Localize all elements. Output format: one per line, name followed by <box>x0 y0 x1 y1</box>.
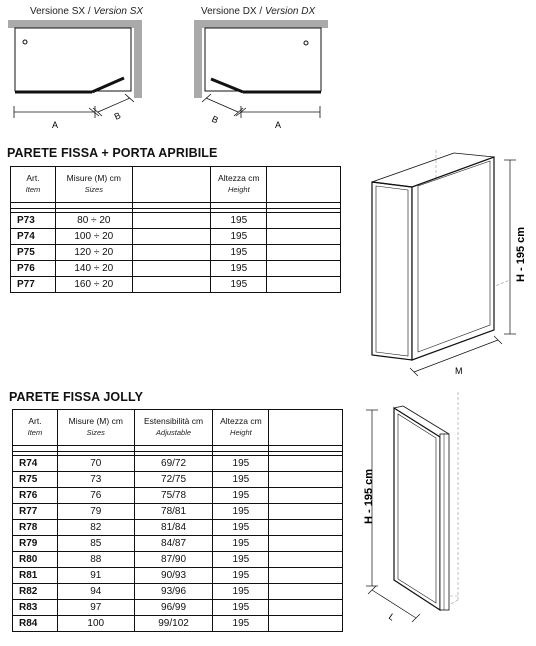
table2-header-adjustable: Estensibilità cm Adjustable <box>134 410 213 446</box>
version-sx-label: Versione SX / Version SX <box>30 6 144 17</box>
table1-header-height: Altezza cm Height <box>211 167 267 203</box>
sx-dim-a: A <box>52 120 59 130</box>
table1-title: PARETE FISSA + PORTA APRIBILE <box>7 146 218 160</box>
table-row: R77 79 78/81 195 <box>13 504 343 520</box>
table2-header-sizes: Misure (M) cm Sizes <box>57 410 134 446</box>
table2-height-dimension: H - 195 cm <box>363 468 375 524</box>
table-row: R81 91 90/93 195 <box>13 568 343 584</box>
table-row: P76 140 ÷ 20 195 <box>11 261 341 277</box>
table1-width-dimension: M <box>455 366 463 376</box>
dx-dim-a: A <box>275 120 282 130</box>
sx-dim-b: B <box>112 110 123 122</box>
table-row: R84 100 99/102 195 <box>13 616 343 632</box>
table-row: R75 73 72/75 195 <box>13 472 343 488</box>
table-row: P77 160 ÷ 20 195 <box>11 277 341 293</box>
table-row: P74 100 ÷ 20 195 <box>11 229 341 245</box>
table-row: P73 80 ÷ 20 195 <box>11 213 341 229</box>
table-row: R80 88 87/90 195 <box>13 552 343 568</box>
table1-header-item: Art. Item <box>11 167 56 203</box>
table2-title: PARETE FISSA JOLLY <box>9 390 144 404</box>
table2-header-item: Art. Item <box>13 410 58 446</box>
table2-width-dimension: L <box>386 611 397 623</box>
table-row: P75 120 ÷ 20 195 <box>11 245 341 261</box>
table2-header-height: Altezza cm Height <box>213 410 269 446</box>
table1-header-sizes: Misure (M) cm Sizes <box>55 167 132 203</box>
table-row: R83 97 96/99 195 <box>13 600 343 616</box>
table-row: R82 94 93/96 195 <box>13 584 343 600</box>
version-dx-label: Versione DX / Version DX <box>201 6 316 17</box>
table1-height-dimension: H - 195 cm <box>515 226 527 282</box>
table-row: R74 70 69/72 195 <box>13 456 343 472</box>
dx-dim-b: B <box>210 113 220 126</box>
table-row: R79 85 84/87 195 <box>13 536 343 552</box>
table-row: R76 76 75/78 195 <box>13 488 343 504</box>
table-row: R78 82 81/84 195 <box>13 520 343 536</box>
